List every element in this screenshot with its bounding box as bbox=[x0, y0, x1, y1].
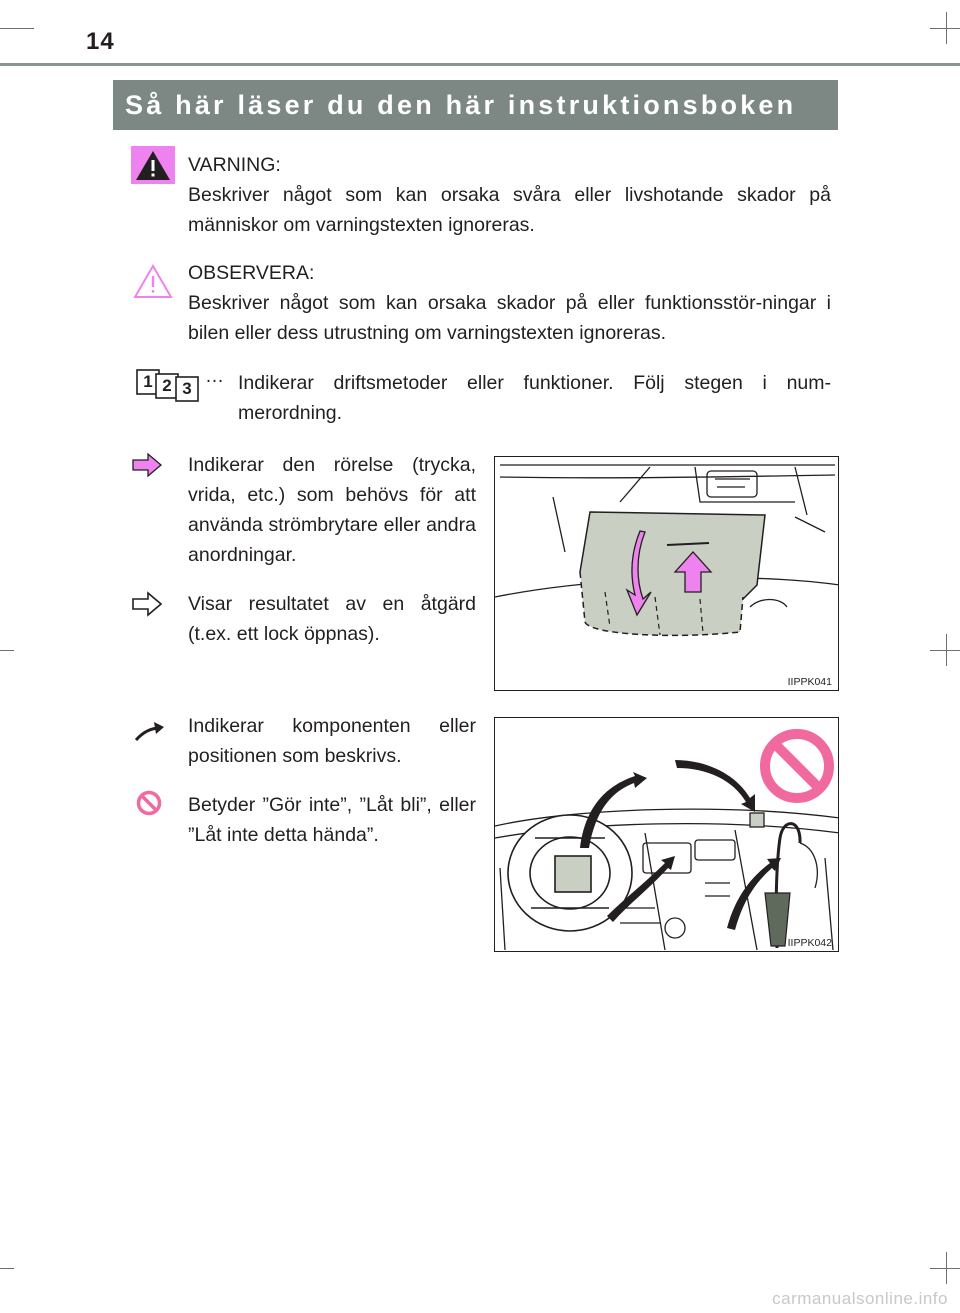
warning-triangle-filled-icon bbox=[131, 146, 175, 184]
crop-mark bbox=[0, 650, 14, 651]
step-badge-2: 2 bbox=[162, 376, 172, 395]
crop-mark bbox=[0, 28, 34, 29]
action-arrow-text: Indikerar den rörelse (trycka, vrida, etc.) som behövs för att använda strömbrytare eller andra anordningar. bbox=[188, 454, 476, 566]
warning-heading: VARNING: bbox=[188, 154, 281, 176]
warning-triangle-outline-icon bbox=[131, 262, 175, 300]
action-arrow-pink-icon bbox=[132, 452, 162, 478]
steps-separator: … bbox=[205, 366, 224, 387]
pointer-text: Indikerar komponenten eller positionen som beskrivs. bbox=[188, 715, 476, 767]
figure-overhead-console bbox=[494, 456, 839, 691]
warning-text: Beskriver något som kan orsaka svåra eller livshotande skador på människor om varningstexten ignoreras. bbox=[188, 184, 831, 236]
step-badge-1: 1 bbox=[143, 372, 153, 391]
page-number: 14 bbox=[86, 28, 115, 55]
pointer-arrow-icon bbox=[134, 720, 166, 744]
crop-mark bbox=[930, 1268, 960, 1269]
overhead-console-illustration bbox=[495, 457, 839, 691]
crop-mark bbox=[930, 650, 960, 651]
header-rule bbox=[0, 63, 960, 66]
warning-block bbox=[188, 150, 831, 240]
crop-mark bbox=[946, 12, 947, 44]
step-badge-3: 3 bbox=[182, 379, 192, 398]
prohibited-icon bbox=[136, 790, 162, 816]
notice-text: Beskriver något som kan orsaka skador på eller funktionsstör-ningar i bilen eller dess utrustning om varningstexten ignoreras. bbox=[188, 292, 831, 344]
notice-heading: OBSERVERA: bbox=[188, 262, 315, 284]
steps-text: Indikerar driftsmetoder eller funktioner. Följ stegen i num-merordning. bbox=[238, 372, 831, 424]
section-title: Så här läser du den här instruktionsboken bbox=[113, 80, 838, 130]
result-arrow-text: Visar resultatet av en åtgärd (t.ex. ett lock öppnas). bbox=[188, 593, 476, 645]
figure2-code: IIPPK042 bbox=[787, 937, 832, 949]
step-numbers-icon bbox=[136, 368, 202, 402]
figure-dashboard bbox=[494, 717, 839, 952]
prohibited-text: Betyder ”Gör inte”, ”Låt bli”, eller ”Låt inte detta hända”. bbox=[188, 794, 476, 846]
figure1-code: IIPPK041 bbox=[787, 676, 832, 688]
crop-mark bbox=[946, 1252, 947, 1284]
crop-mark bbox=[930, 28, 960, 29]
crop-mark bbox=[946, 634, 947, 666]
crop-mark bbox=[0, 1268, 14, 1269]
figure2-prohibited-icon bbox=[765, 734, 829, 798]
dashboard-illustration bbox=[495, 718, 839, 952]
notice-block bbox=[188, 258, 831, 348]
result-arrow-outline-icon bbox=[132, 591, 162, 617]
footer-url: carmanualsonline.info bbox=[772, 1289, 948, 1308]
